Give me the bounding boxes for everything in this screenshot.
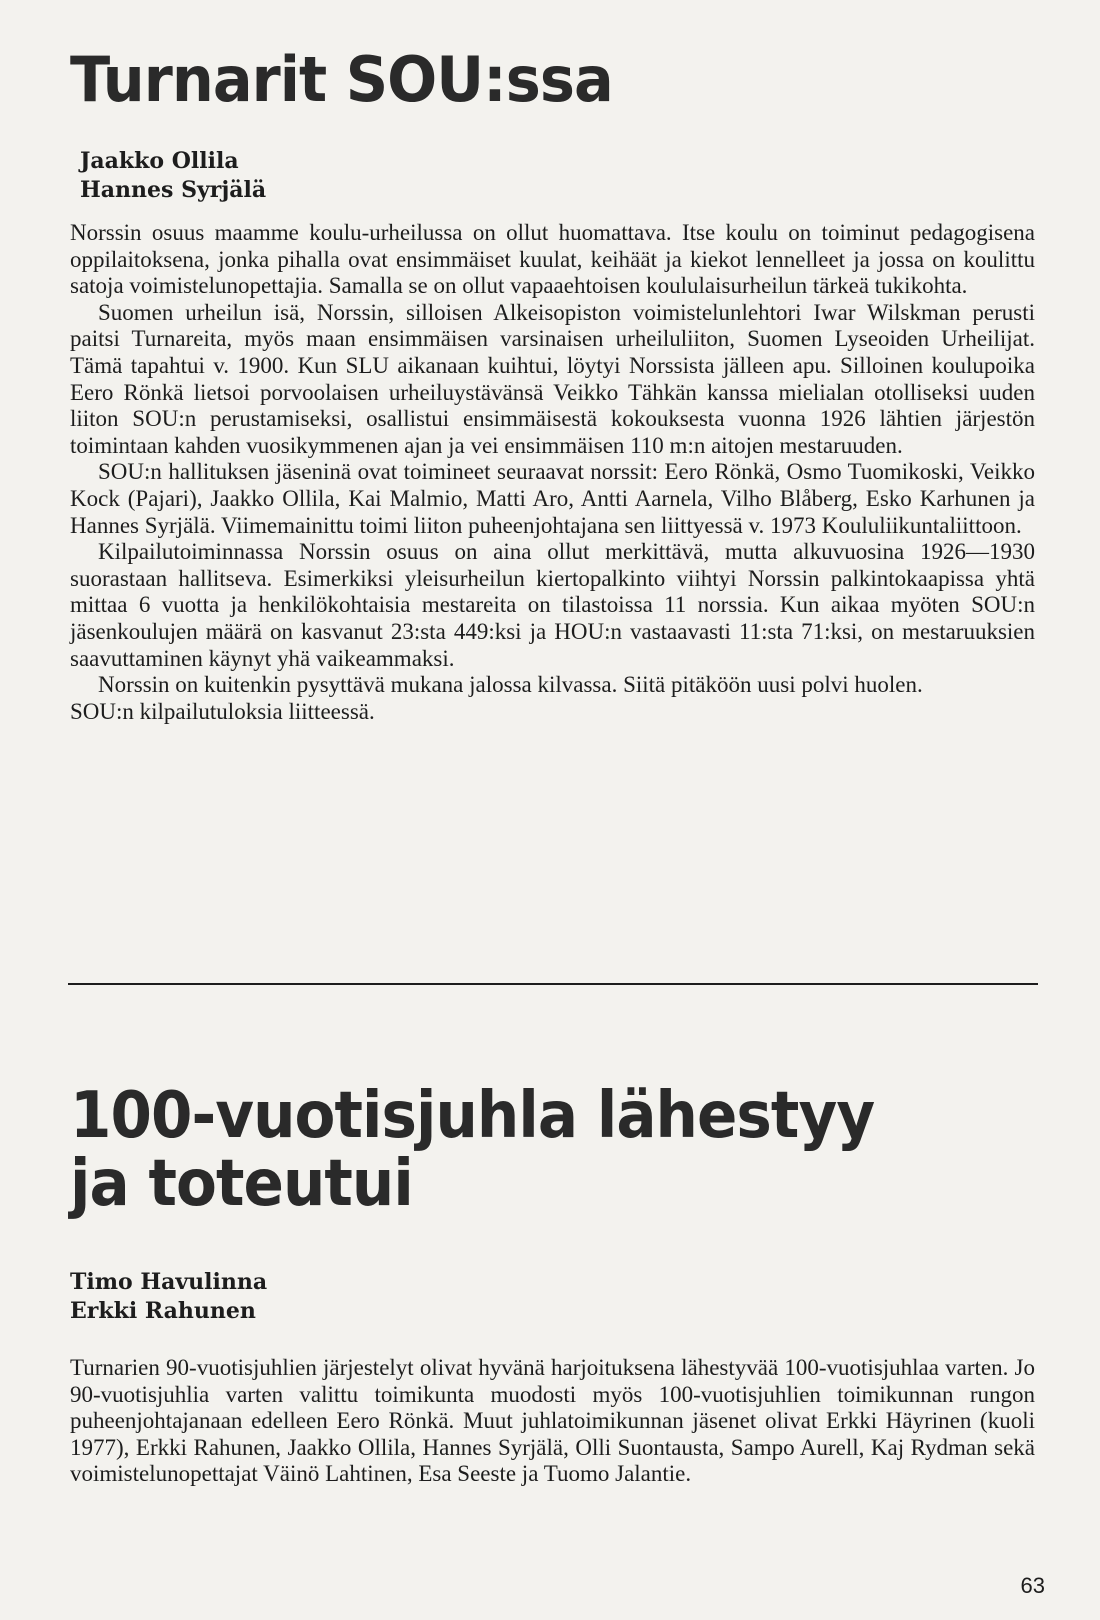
paragraph: Norssin on kuitenkin pysyttävä mukana jalossa kilvassa. Siitä pitäköön uusi polvi huolen.: [98, 672, 923, 698]
author-name: Jaakko Ollila: [80, 148, 239, 174]
page-number: 63: [1020, 1573, 1045, 1598]
article-1-body: [70, 220, 1035, 725]
paragraph: Norssin osuus maamme koulu-urheilussa on ollut huomattava. Itse koulu on toiminut pedagogisena oppilaitoksena, jonka pihalla ovat ensimmäiset kuulat, keihäät ja kiekot lennelleet ja jossa on koulittu satoja voimistelunopettajia. Samalla se on ollut vapaaehtoisen koululaisurheilun tärkeä tukikohta.: [70, 220, 1035, 299]
article-2-body: [70, 1355, 1035, 1488]
paragraph: Suomen urheilun isä, Norssin, silloisen Alkeisopiston voimistelunlehtori Iwar Wilskman perusti paitsi Turnareita, myös maan ensimmäisen varsinaisen urheiluliiton, Suomen Lyseoiden Urheilijat. Tämä tapahtui v. 1900. Kun SLU aikanaan kuihtui, löytyi Norssista jälleen apu. Silloinen koulupoika Eero Rönkä lietsoi porvoolaisen urheiluystävänsä Veikko Tähkän kanssa mielialan otolliseksi uuden liiton SOU:n perustamiseksi, osallistui ensimmäisestä kokouksesta vuonna 1926 lähtien järjestön toimintaan kahden vuosikymmenen ajan ja vei ensimmäisen 110 m:n aitojen mestaruuden.: [70, 299, 1035, 458]
article-1-title: Turnarit SOU:ssa: [70, 43, 613, 116]
paragraph: Turnarien 90-vuotisjuhlien järjestelyt olivat hyvänä harjoituksena lähestyvää 100-vuotisjuhlaa varten. Jo 90-vuotisjuhlia varten valittu toimikunta muodosti myös 100-vuotisjuhlien toimikunnan rungon puheenjohtajanaan edelleen Eero Rönkä. Muut juhlatoimikunnan jäsenet olivat Erkki Häyrinen (kuoli 1977), Erkki Rahunen, Jaakko Ollila, Hannes Syrjälä, Olli Suontausta, Sampo Aurell, Kaj Rydman sekä voimistelunopettajat Väinö Lahtinen, Esa Seeste ja Tuomo Jalantie.: [70, 1355, 1035, 1487]
paragraph: SOU:n kilpailutuloksia liitteessä.: [70, 698, 375, 724]
author-name: Hannes Syrjälä: [80, 177, 267, 203]
article-1-authors: [80, 147, 266, 205]
author-name: Erkki Rahunen: [70, 1298, 256, 1324]
article-2-authors: [70, 1268, 267, 1326]
article-2-title: 100-vuotisjuhla lähestyy ja toteutui: [70, 1079, 875, 1221]
paragraph: Kilpailutoiminnassa Norssin osuus on aina ollut merkittävä, mutta alkuvuosina 1926—1930 suorastaan hallitseva. Esimerkiksi yleisurheilun kiertopalkinto viihtyi Norssin palkintokaapissa yhtä mittaa 6 vuotta ja henkilökohtaisia mestareita on tilastoissa 11 norssia. Kun aikaa myöten SOU:n jäsenkoulujen määrä on kasvanut 23:sta 449:ksi ja HOU:n vastaavasti 11:sta 71:ksi, on mestaruuksien saavuttaminen käynyt yhä vaikeammaksi.: [70, 539, 1035, 671]
author-name: Timo Havulinna: [70, 1269, 268, 1295]
paragraph: SOU:n hallituksen jäseninä ovat toimineet seuraavat norssit: Eero Rönkä, Osmo Tuomikoski, Veikko Kock (Pajari), Jaakko Ollila, Kai Malmio, Matti Aro, Antti Aarnela, Vilho Blåberg, Esko Karhunen ja Hannes Syrjälä. Viimemainittu toimi liiton puheenjohtajana sen liittyessä v. 1973 Koululiikuntaliittoon.: [70, 459, 1035, 538]
section-divider: [68, 983, 1038, 985]
